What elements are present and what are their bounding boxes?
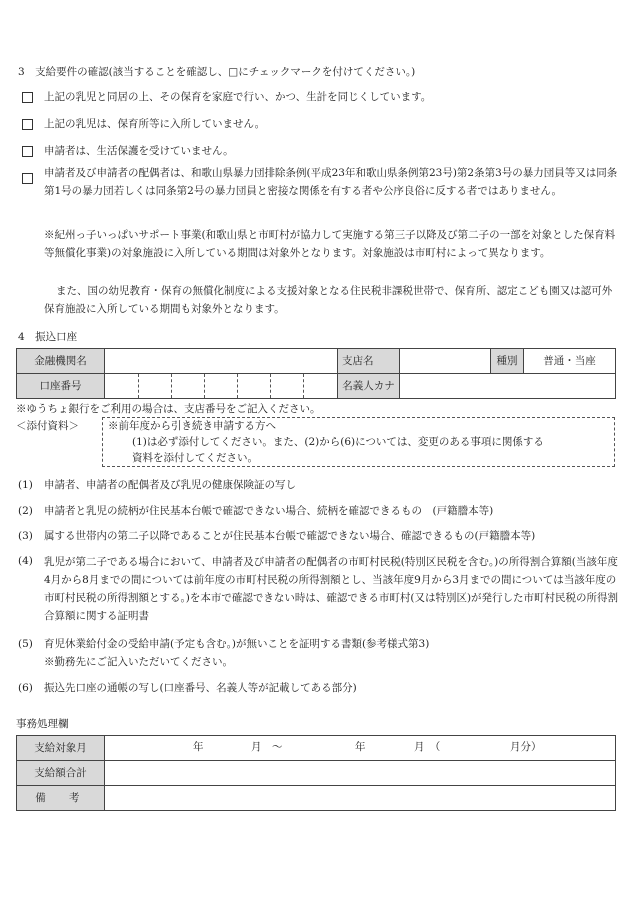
holder-kana-label: 名義人カナ xyxy=(338,374,400,399)
account-number-label: 口座番号 xyxy=(17,374,105,399)
section4-title: 4 振込口座 xyxy=(18,331,78,343)
period-month-end: 月 （ xyxy=(414,741,441,753)
doc-number: (5) xyxy=(18,638,33,650)
doc-number: (6) xyxy=(18,682,33,694)
section3-title: 3 支給要件の確認(該当することを確認し、□にチェックマークを付けてください。) xyxy=(18,66,416,78)
kishu-note: ※紀州っ子いっぱいサポート事業(和歌山県と市町村が協力して実施する第三子以降及び第二子の一部を対象とした保育料等無償化事業)の対象施設に入所している期間は対象外となります。対象施設は市町村によって異なります。 xyxy=(44,229,616,259)
doc-text: 育児休業給付金の受給申請(予定も含む。)が無いことを証明する書類(参考様式第3) xyxy=(44,638,430,650)
doc-number: (2) xyxy=(18,505,33,517)
account-number-field[interactable] xyxy=(105,374,338,399)
attachments-label: ＜添付資料＞ xyxy=(16,420,79,432)
notice-line: 資料を添付してください。 xyxy=(132,452,258,464)
office-title: 事務処理欄 xyxy=(16,718,69,730)
requirement-item: 上記の乳児と同居の上、その保育を家庭で行い、かつ、生計を同じくしています。 xyxy=(44,91,432,103)
period-year-start: 年 xyxy=(193,741,204,753)
notice-line: (1)は必ず添付してください。また、(2)から(6)については、変更のある事項に関係する xyxy=(132,436,544,448)
requirement-item: 申請者及び申請者の配偶者は、和歌山県暴力団排除条例(平成23年和歌山県条例第23号)第2条第3号の暴力団員等又は同条第1号の暴力団若しくは同条第2号の暴力団員と密接な関係を有する者や公序良俗に反する者ではありません。 xyxy=(44,167,618,197)
requirement-item: 上記の乳児は、保育所等に入所していません。 xyxy=(44,118,266,130)
remarks-label: 備 考 xyxy=(17,786,105,811)
period-months: 月分） xyxy=(510,741,542,753)
period-month-start: 月 ～ xyxy=(251,741,283,753)
yucho-note: ※ゆうちょ銀行をご利用の場合は、支店番号をご記入ください。 xyxy=(16,403,321,415)
bank-account-table xyxy=(16,348,616,399)
bank-label: 金融機関名 xyxy=(17,349,105,374)
doc-subnote: ※勤務先にご記入いただいてください。 xyxy=(44,656,233,668)
account-type-field[interactable]: 普通・当座 xyxy=(524,349,616,374)
doc-text: 振込先口座の通帳の写し(口座番号、名義人等が記載してある部分) xyxy=(44,682,357,694)
period-label: 支給対象月 xyxy=(17,736,105,761)
total-label: 支給額合計 xyxy=(17,761,105,786)
notice-line: ※前年度から引き続き申請する方へ xyxy=(108,420,276,432)
doc-text: 申請者、申請者の配偶者及び乳児の健康保険証の写し xyxy=(44,479,296,491)
doc-text: 属する世帯内の第二子以降であることが住民基本台帳で確認できない場合、確認できるもの(戸籍謄本等) xyxy=(44,530,536,542)
bank-name-field[interactable] xyxy=(105,349,338,374)
branch-label: 支店名 xyxy=(338,349,400,374)
doc-text: 乳児が第二子である場合において、申請者及び申請者の配偶者の市町村民税(特別区民税を含む。)の所得割合算額(当該年度4月から8月までの間については前年度の市町村民税の所得割額とし、当該年度9月から3月までの間については当該年度の市町村民税の所得割額とする。)を本市で確認できない時は、確認できる市町村(又は特別区)が発行した市町村民税の所得割合算額に関する証明書 xyxy=(44,556,619,622)
checkbox-cohabitation[interactable] xyxy=(22,91,33,108)
period-year-end: 年 xyxy=(355,741,366,753)
checkbox-no-nursery[interactable] xyxy=(22,118,33,135)
requirement-item: 申請者は、生活保護を受けていません。 xyxy=(44,145,234,157)
doc-number: (1) xyxy=(18,479,33,491)
doc-number: (4) xyxy=(18,555,33,567)
type-label: 種別 xyxy=(491,349,524,374)
doc-text: 申請者と乳児の続柄が住民基本台帳で確認できない場合、続柄を確認できるもの (戸籍謄本等) xyxy=(44,505,494,517)
checkbox-no-gang[interactable] xyxy=(22,172,33,189)
remarks-field[interactable] xyxy=(105,786,616,811)
branch-name-field[interactable] xyxy=(400,349,491,374)
office-table xyxy=(16,735,616,811)
checkbox-no-welfare[interactable] xyxy=(22,145,33,162)
doc-number: (3) xyxy=(18,530,33,542)
period-field[interactable] xyxy=(105,736,616,761)
total-field[interactable] xyxy=(105,761,616,786)
holder-kana-field[interactable] xyxy=(400,374,616,399)
free-childcare-note: また、国の幼児教育・保育の無償化制度による支援対象となる住民税非課税世帯で、保育所、認定こども園又は認可外保育施設に入所している期間も対象外となります。 xyxy=(44,285,613,315)
